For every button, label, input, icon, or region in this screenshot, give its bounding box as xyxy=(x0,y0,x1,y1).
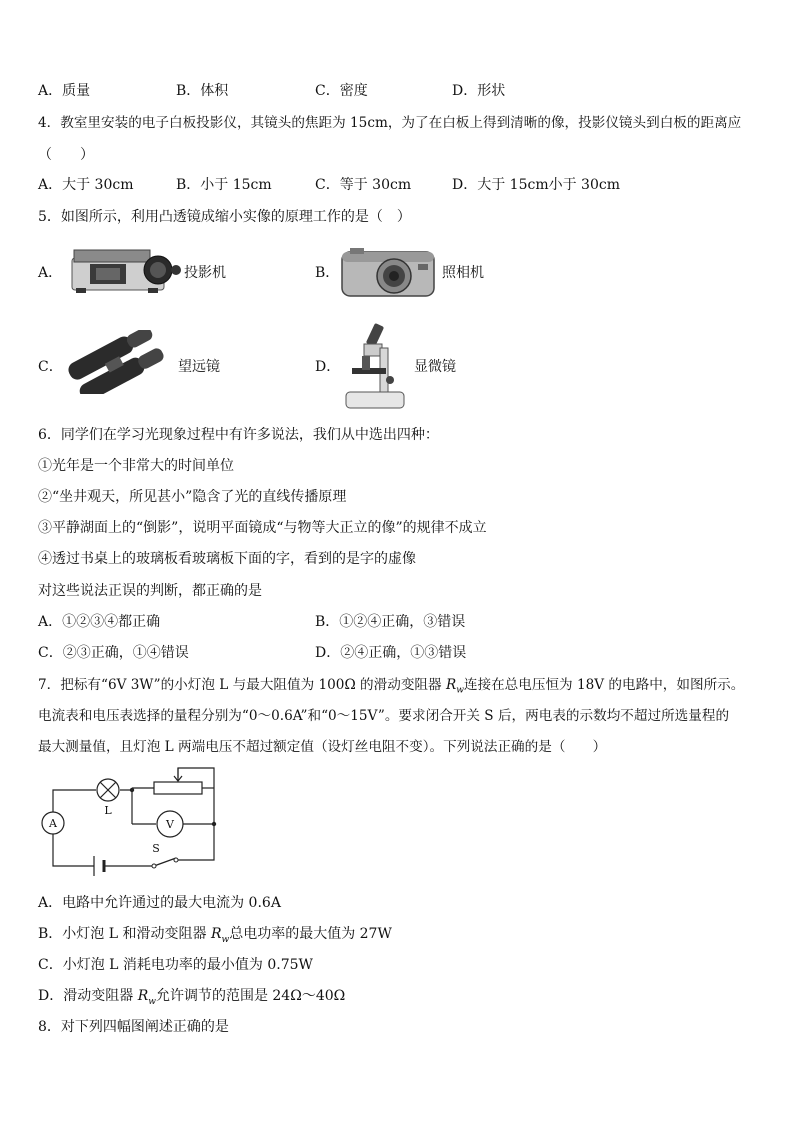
q5-option-a-name: 投影机 xyxy=(184,265,226,281)
q7-option-d-part: 允许调节的范围是 24Ω～40Ω xyxy=(155,988,346,1004)
q4-option-a: A．大于 30cm xyxy=(38,177,134,193)
q3-option-a: A．质量 xyxy=(38,83,91,99)
q5-option-a-letter: A． xyxy=(38,265,63,281)
q6-question: 对这些说法正误的判断，都正确的是 xyxy=(38,583,262,599)
label-voltmeter: V xyxy=(166,818,174,831)
camera-image xyxy=(340,246,436,298)
q7-stem-part: 连接在总电压恒为 18V 的电路中，如图所示。 xyxy=(463,677,745,693)
q6-statement-1: ①光年是一个非常大的时间单位 xyxy=(38,458,234,474)
q5-option-c-name: 望远镜 xyxy=(178,359,220,375)
q5-option-d-name: 显微镜 xyxy=(414,359,456,375)
label-lamp: L xyxy=(104,804,112,817)
q5-option-b-letter: B． xyxy=(315,265,340,281)
q4-stem: 4．教室里安装的电子白板投影仪，其镜头的焦距为 15cm，为了在白板上得到清晰的像，投影仪镜头到白板的距离应 xyxy=(38,115,742,131)
q5-option-d-letter: D． xyxy=(315,359,341,375)
q6-stem: 6．同学们在学习光现象过程中有许多说法，我们从中选出四种： xyxy=(38,427,439,443)
q3-option-c: C．密度 xyxy=(315,83,368,99)
q7-stem-line-1 xyxy=(38,676,744,700)
q6-option-a: A．①②③④都正确 xyxy=(38,614,161,630)
q7-option-b-part: B．小灯泡 L 和滑动变阻器 xyxy=(38,926,211,942)
circuit-diagram xyxy=(36,764,226,876)
q6-statement-2: ②“坐井观天，所见甚小”隐含了光的直线传播原理 xyxy=(38,489,347,505)
q7-stem-line-3: 最大测量值，且灯泡 L 两端电压不超过额定值（设灯丝电阻不变）。下列说法正确的是（ ） xyxy=(38,739,607,755)
q7-option-a: A．电路中允许通过的最大电流为 0.6A xyxy=(38,895,281,911)
q8-stem: 8．对下列四幅图阐述正确的是 xyxy=(38,1019,229,1035)
q3-option-d: D．形状 xyxy=(452,83,506,99)
projector-image xyxy=(70,244,182,294)
q6-option-d: D．②④正确，①③错误 xyxy=(315,645,467,661)
q5-stem: 5．如图所示，利用凸透镜成缩小实像的原理工作的是（ ） xyxy=(38,209,411,225)
q7-option-c: C．小灯泡 L 消耗电功率的最小值为 0.75W xyxy=(38,957,313,973)
q5-option-c-letter: C． xyxy=(38,359,63,375)
rheostat-symbol: $R_w$ xyxy=(210,926,230,945)
q4-paren: （ ） xyxy=(38,147,94,163)
q6-option-c: C．②③正确，①④错误 xyxy=(38,645,189,661)
q7-option-b xyxy=(38,925,392,949)
q6-option-b: B．①②④正确，③错误 xyxy=(315,614,466,630)
q4-option-b: B．小于 15cm xyxy=(176,177,272,193)
q5-option-b-name: 照相机 xyxy=(442,265,484,281)
rheostat-symbol: $R_w$ xyxy=(137,988,156,1007)
q3-option-b: B．体积 xyxy=(176,83,229,99)
q7-option-b-part: 总电功率的最大值为 27W xyxy=(229,926,392,942)
q7-stem-part: 7．把标有“6V 3W”的小灯泡 L 与最大阻值为 100Ω 的滑动变阻器 xyxy=(38,677,446,693)
q6-statement-3: ③平静湖面上的“倒影”，说明平面镜成“与物等大正立的像”的规律不成立 xyxy=(38,520,487,536)
q7-stem-line-2: 电流表和电压表选择的量程分别为“0～0.6A”和“0～15V”。要求闭合开关 S 后，两电表的示数均不超过所选量程的 xyxy=(38,708,730,724)
q7-option-d xyxy=(38,987,345,1011)
q6-statement-4: ④透过书桌上的玻璃板看玻璃板下面的字，看到的是字的虚像 xyxy=(38,551,416,567)
q7-option-d-part: D．滑动变阻器 xyxy=(38,988,138,1004)
label-switch: S xyxy=(152,842,160,855)
telescope-image xyxy=(66,330,176,394)
q4-option-c: C．等于 30cm xyxy=(315,177,412,193)
q4-option-d: D．大于 15cm小于 30cm xyxy=(452,177,620,193)
label-ammeter: A xyxy=(49,817,57,830)
microscope-image xyxy=(340,320,410,412)
rheostat-symbol: $R_w$ xyxy=(445,677,464,696)
